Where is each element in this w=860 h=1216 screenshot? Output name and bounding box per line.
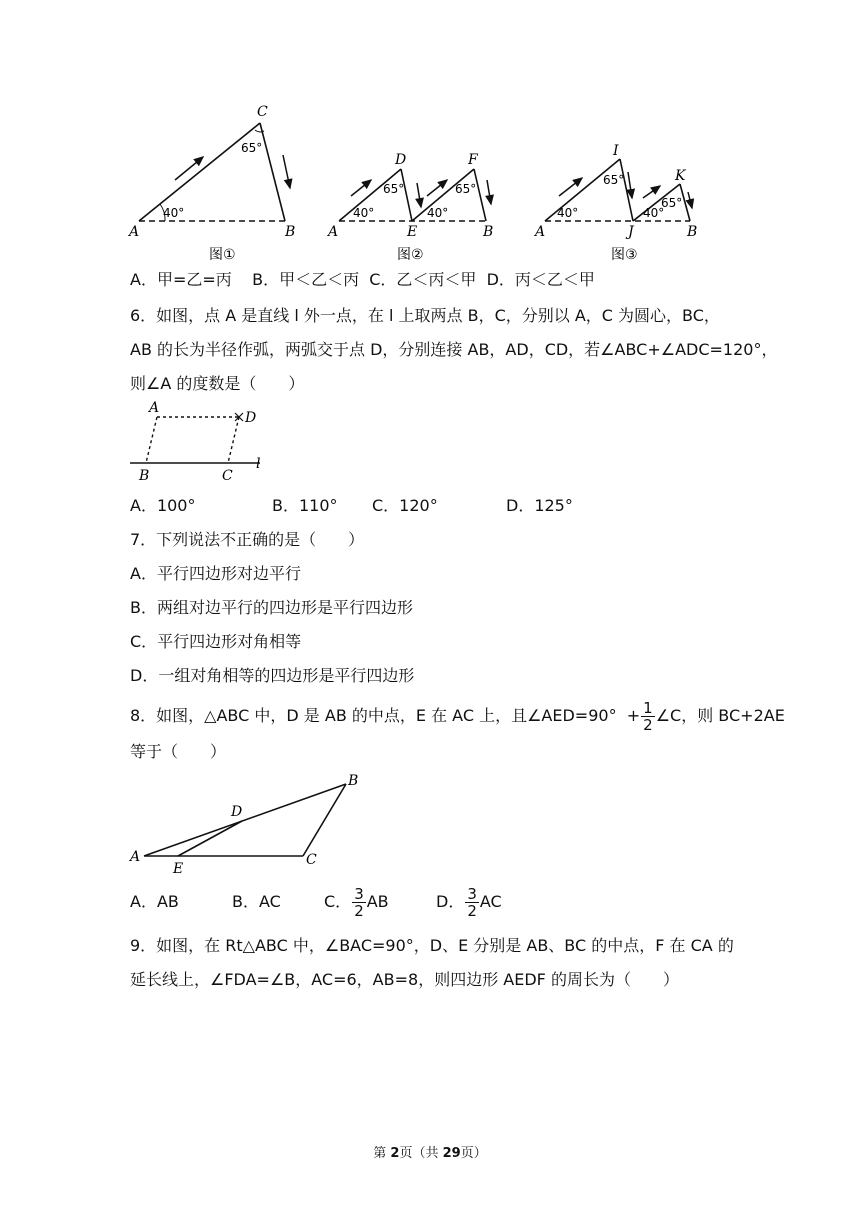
q8-stem-line1 (130, 700, 785, 733)
fig1-point-a: A (129, 224, 140, 240)
q8-option-c-denominator: 2 (354, 902, 364, 920)
fig1-angle-a: 40° (163, 206, 185, 220)
q6-option-b: B．110° (272, 496, 338, 515)
q8-option-c (324, 883, 389, 921)
q8-option-c-suffix: AB (366, 892, 389, 911)
fig3-angle-i: 65° (603, 173, 625, 187)
fig2-angle-a: 40° (353, 206, 375, 220)
q6-point-c: C (222, 468, 233, 484)
q6-point-b: B (139, 468, 150, 484)
q8-point-e: E (173, 861, 184, 877)
fig3-angle-j: 40° (643, 206, 665, 220)
fig3-point-a: A (535, 224, 546, 240)
fig2-point-f: F (468, 152, 478, 168)
fig2-angle-f: 65° (455, 182, 477, 196)
fig1-angle-c: 65° (241, 141, 263, 155)
q7-option-a: A．平行四边形对边平行 (130, 564, 301, 583)
q7-option-d: D．一组对角相等的四边形是平行四边形 (130, 666, 415, 685)
q8-point-d: D (231, 804, 243, 820)
q6-point-a: A (149, 400, 160, 416)
q5-figures (125, 100, 715, 265)
fig2-caption: 图② (397, 247, 424, 263)
q6-point-d: D (245, 410, 257, 426)
fig3-point-k: K (675, 168, 686, 184)
q6-stem-line2: AB 的长为半径作弧，两弧交于点 D，分别连接 AB，AD，CD，若∠ABC+∠ADC=120°， (130, 340, 778, 359)
q7-option-c: C．平行四边形对角相等 (130, 632, 302, 651)
q8-option-d-suffix: AC (479, 892, 502, 911)
footer-prefix: 第 (373, 1146, 391, 1161)
q6-option-a: A．100° (130, 496, 196, 515)
q8-option-d-denominator: 2 (467, 902, 477, 920)
figure-2 (326, 152, 493, 263)
q8-option-c-numerator: 3 (354, 885, 364, 903)
q8-option-b: B．AC (232, 892, 281, 911)
q7-option-b: B．两组对边平行的四边形是平行四边形 (130, 598, 413, 617)
q8-stem-line2: 等于（ ） (130, 742, 227, 761)
footer-mid: 页（共 (399, 1146, 443, 1161)
fig3-caption: 图③ (611, 247, 638, 263)
q5-options: A．甲=乙=丙 B．甲＜乙＜丙 C．乙＜丙＜甲 D．丙＜乙＜甲 (130, 270, 595, 289)
fig1-point-c: C (257, 104, 268, 120)
q8-figure (125, 772, 375, 882)
q6-line-l: l (256, 456, 261, 472)
q9-stem-line2: 延长线上，∠FDA=∠B，AC=6，AB=8，则四边形 AEDF 的周长为（ ） (130, 970, 679, 989)
q8-option-d (436, 883, 502, 921)
fig1-point-b: B (285, 224, 296, 240)
q6-option-c: C．120° (372, 496, 438, 515)
fig2-point-d: D (395, 152, 407, 168)
q6-stem-line3: 则∠A 的度数是（ ） (130, 374, 305, 393)
q8-option-a: A．AB (130, 892, 179, 911)
fig3-point-j: J (628, 224, 634, 240)
q8-point-c: C (306, 852, 317, 868)
q6-option-d: D．125° (506, 496, 573, 515)
q8-fraction-denominator: 2 (643, 716, 653, 734)
q8-stem-part-a: 8．如图，△ABC 中，D 是 AB 的中点，E 在 AC 上，且∠AED=90° + (130, 706, 641, 725)
q8-option-c-fraction (352, 886, 366, 919)
fig3-point-b: B (687, 224, 698, 240)
footer-suffix: 页） (460, 1146, 487, 1161)
q8-option-d-prefix: D． (436, 892, 465, 911)
fig2-angle-d: 65° (383, 182, 405, 196)
fig2-point-a: A (328, 224, 339, 240)
fig3-angle-k: 65° (661, 196, 683, 210)
footer-page-number: 2 (390, 1146, 400, 1161)
q8-point-a: A (130, 849, 141, 865)
fig2-angle-e: 40° (427, 206, 449, 220)
q8-option-d-numerator: 3 (467, 885, 477, 903)
fig2-point-e: E (407, 224, 418, 240)
page-footer (0, 1142, 860, 1161)
figure-1 (127, 104, 295, 263)
q8-fraction (641, 700, 655, 733)
q8-stem-part-b: ∠C，则 BC+2AE (655, 706, 785, 725)
fig1-caption: 图① (209, 247, 236, 263)
q7-stem: 7．下列说法不正确的是（ ） (130, 530, 365, 549)
q8-option-d-fraction (465, 886, 479, 919)
fig2-point-b: B (483, 224, 494, 240)
q6-figure (125, 398, 275, 488)
q8-point-b: B (348, 773, 359, 789)
q6-stem-line1: 6．如图，点 A 是直线 l 外一点，在 l 上取两点 B，C，分别以 A，C 为圆心，BC， (130, 306, 720, 325)
figure-3 (533, 143, 697, 263)
fig3-point-i: I (613, 143, 619, 159)
q8-option-c-prefix: C． (324, 892, 352, 911)
q9-stem-line1: 9．如图，在 Rt△ABC 中，∠BAC=90°，D、E 分别是 AB、BC 的中点，F 在 CA 的 (130, 936, 734, 955)
footer-total-pages: 29 (442, 1146, 461, 1161)
q8-fraction-numerator: 1 (643, 699, 653, 717)
fig3-angle-a: 40° (557, 206, 579, 220)
